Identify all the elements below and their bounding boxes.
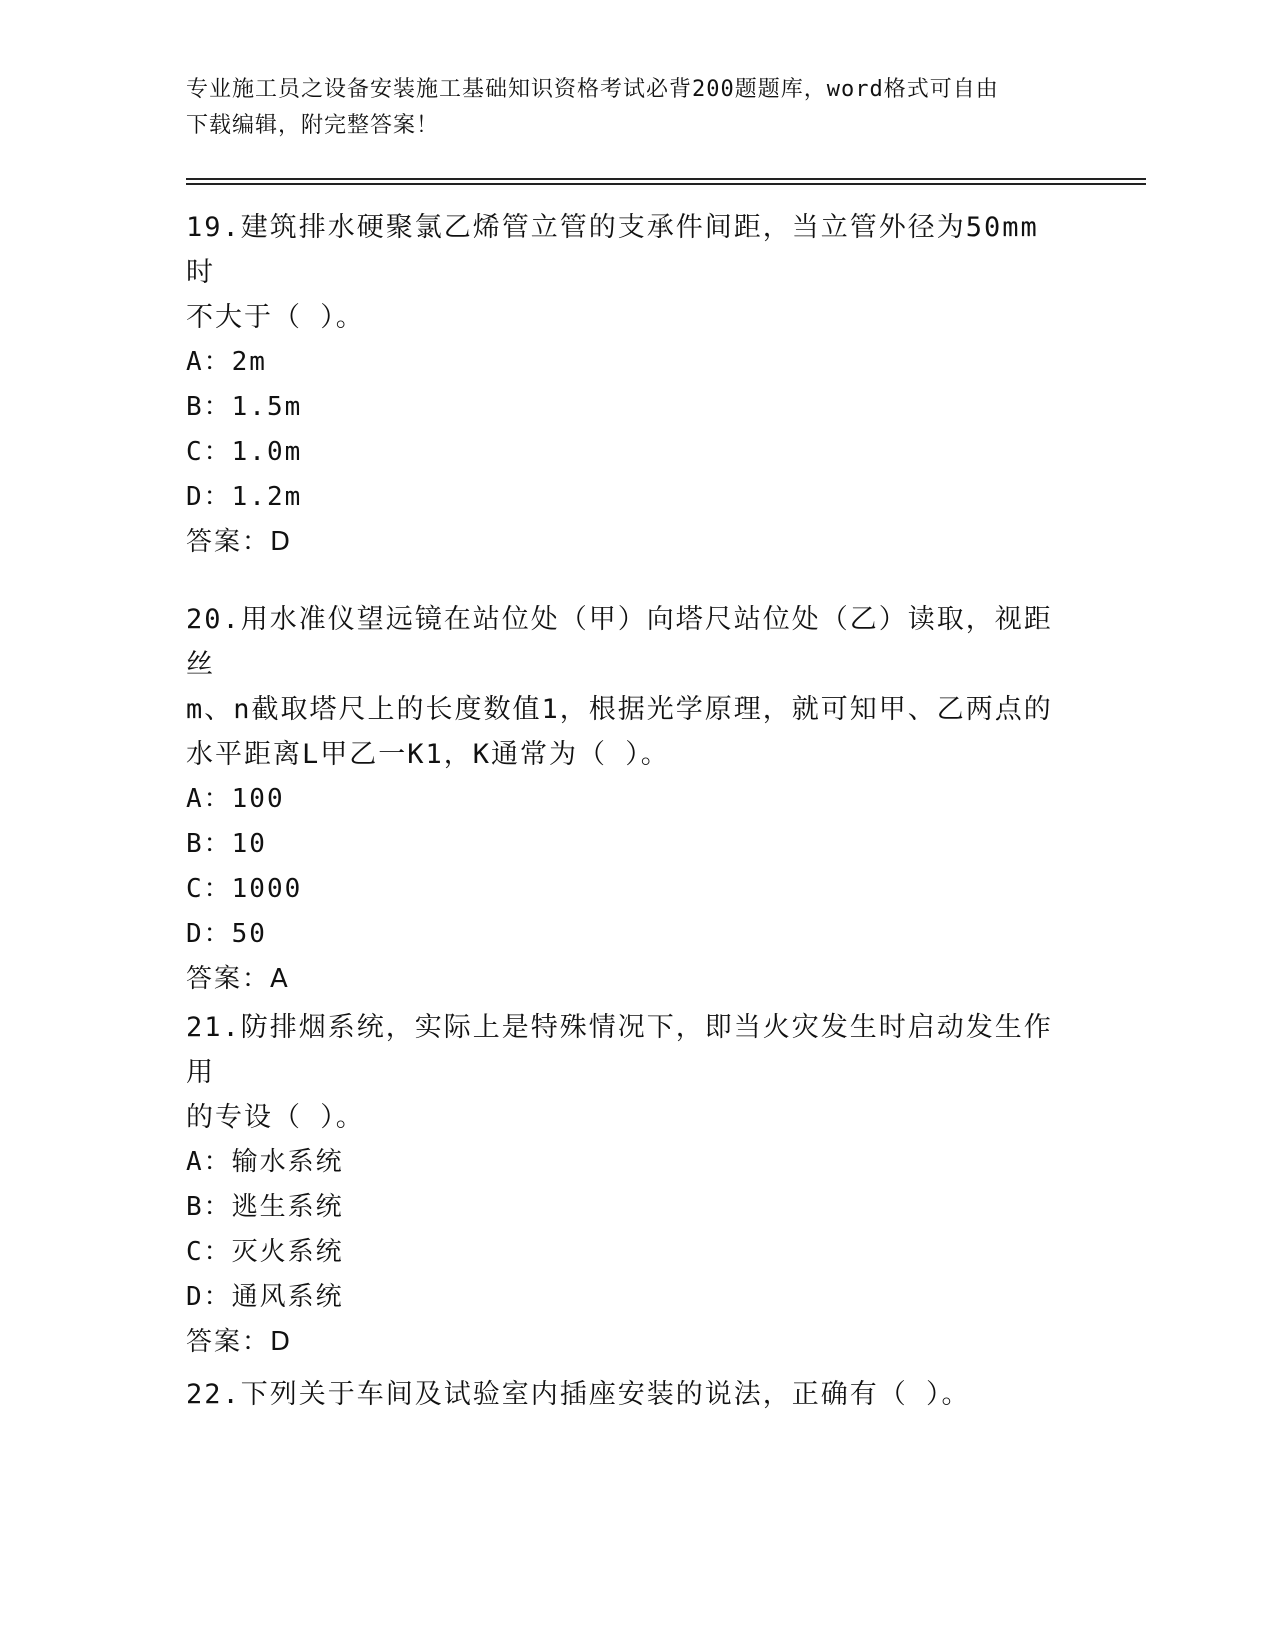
question-22 — [186, 1372, 1066, 1417]
question-stem-line: 不大于（ ）。 — [186, 302, 365, 333]
question-stem-line: 20.用水准仪望远镜在站位处（甲）向塔尺站位处（乙）读取，视距丝 — [186, 604, 1053, 680]
option-a — [186, 340, 1066, 385]
option-c — [186, 430, 1066, 475]
option-key: B： — [186, 1192, 232, 1222]
question-stem — [186, 1005, 1066, 1140]
option-key: A： — [186, 1147, 232, 1177]
option-list — [186, 340, 1066, 520]
option-text: 1.0m — [231, 437, 303, 467]
answer-line: 答案：A — [186, 964, 290, 994]
header-divider-bottom — [186, 183, 1146, 185]
question-stem-line: 水平距离L甲乙一K1，K通常为（ ）。 — [186, 739, 670, 770]
option-key: A： — [186, 784, 232, 814]
option-d — [186, 475, 1066, 520]
option-key: B： — [186, 829, 232, 859]
option-text: 灭火系统 — [231, 1237, 344, 1267]
question-stem-line: 21.防排烟系统，实际上是特殊情况下，即当火灾发生时启动发生作用 — [186, 1012, 1053, 1088]
option-key: D： — [186, 919, 232, 949]
option-key: C： — [186, 1237, 232, 1267]
option-text: 1.2m — [231, 482, 303, 512]
option-key: C： — [186, 437, 232, 467]
option-text: 10 — [231, 829, 267, 859]
option-key: D： — [186, 482, 232, 512]
question-19 — [186, 205, 1066, 565]
option-b — [186, 1185, 1066, 1230]
option-a — [186, 777, 1066, 822]
option-text: 通风系统 — [231, 1282, 344, 1312]
option-c — [186, 867, 1066, 912]
question-20 — [186, 597, 1066, 1002]
option-b — [186, 822, 1066, 867]
option-b — [186, 385, 1066, 430]
option-c — [186, 1230, 1066, 1275]
option-text: 逃生系统 — [231, 1192, 344, 1222]
option-list — [186, 777, 1066, 957]
option-text: 输水系统 — [231, 1147, 344, 1177]
option-list — [186, 1140, 1066, 1320]
header-line-2: 下载编辑，附完整答案！ — [186, 113, 440, 138]
option-key: A： — [186, 347, 232, 377]
question-stem-line: 22.下列关于车间及试验室内插座安装的说法，正确有（ ）。 — [186, 1379, 971, 1410]
option-d — [186, 912, 1066, 957]
answer-line: 答案：D — [186, 527, 293, 557]
header-line-1: 专业施工员之设备安装施工基础知识资格考试必背200题题库，word格式可自由 — [186, 77, 999, 102]
option-text: 1000 — [231, 874, 303, 904]
option-key: B： — [186, 392, 232, 422]
option-key: C： — [186, 874, 232, 904]
header-divider-top — [186, 178, 1146, 180]
question-stem-line: 的专设（ ）。 — [186, 1102, 365, 1133]
option-a — [186, 1140, 1066, 1185]
option-text: 50 — [231, 919, 267, 949]
question-stem-line: 19.建筑排水硬聚氯乙烯管立管的支承件间距，当立管外径为50mm时 — [186, 212, 1039, 288]
question-21 — [186, 1005, 1066, 1365]
document-header — [186, 72, 1066, 144]
question-stem-line: m、n截取塔尺上的长度数值1，根据光学原理，就可知甲、乙两点的 — [186, 694, 1053, 725]
question-stem — [186, 205, 1066, 340]
option-d — [186, 1275, 1066, 1320]
option-text: 100 — [231, 784, 285, 814]
option-text: 2m — [231, 347, 267, 377]
question-stem — [186, 597, 1066, 777]
option-key: D： — [186, 1282, 232, 1312]
question-stem — [186, 1372, 1066, 1417]
option-text: 1.5m — [231, 392, 303, 422]
answer-line: 答案：D — [186, 1327, 293, 1357]
